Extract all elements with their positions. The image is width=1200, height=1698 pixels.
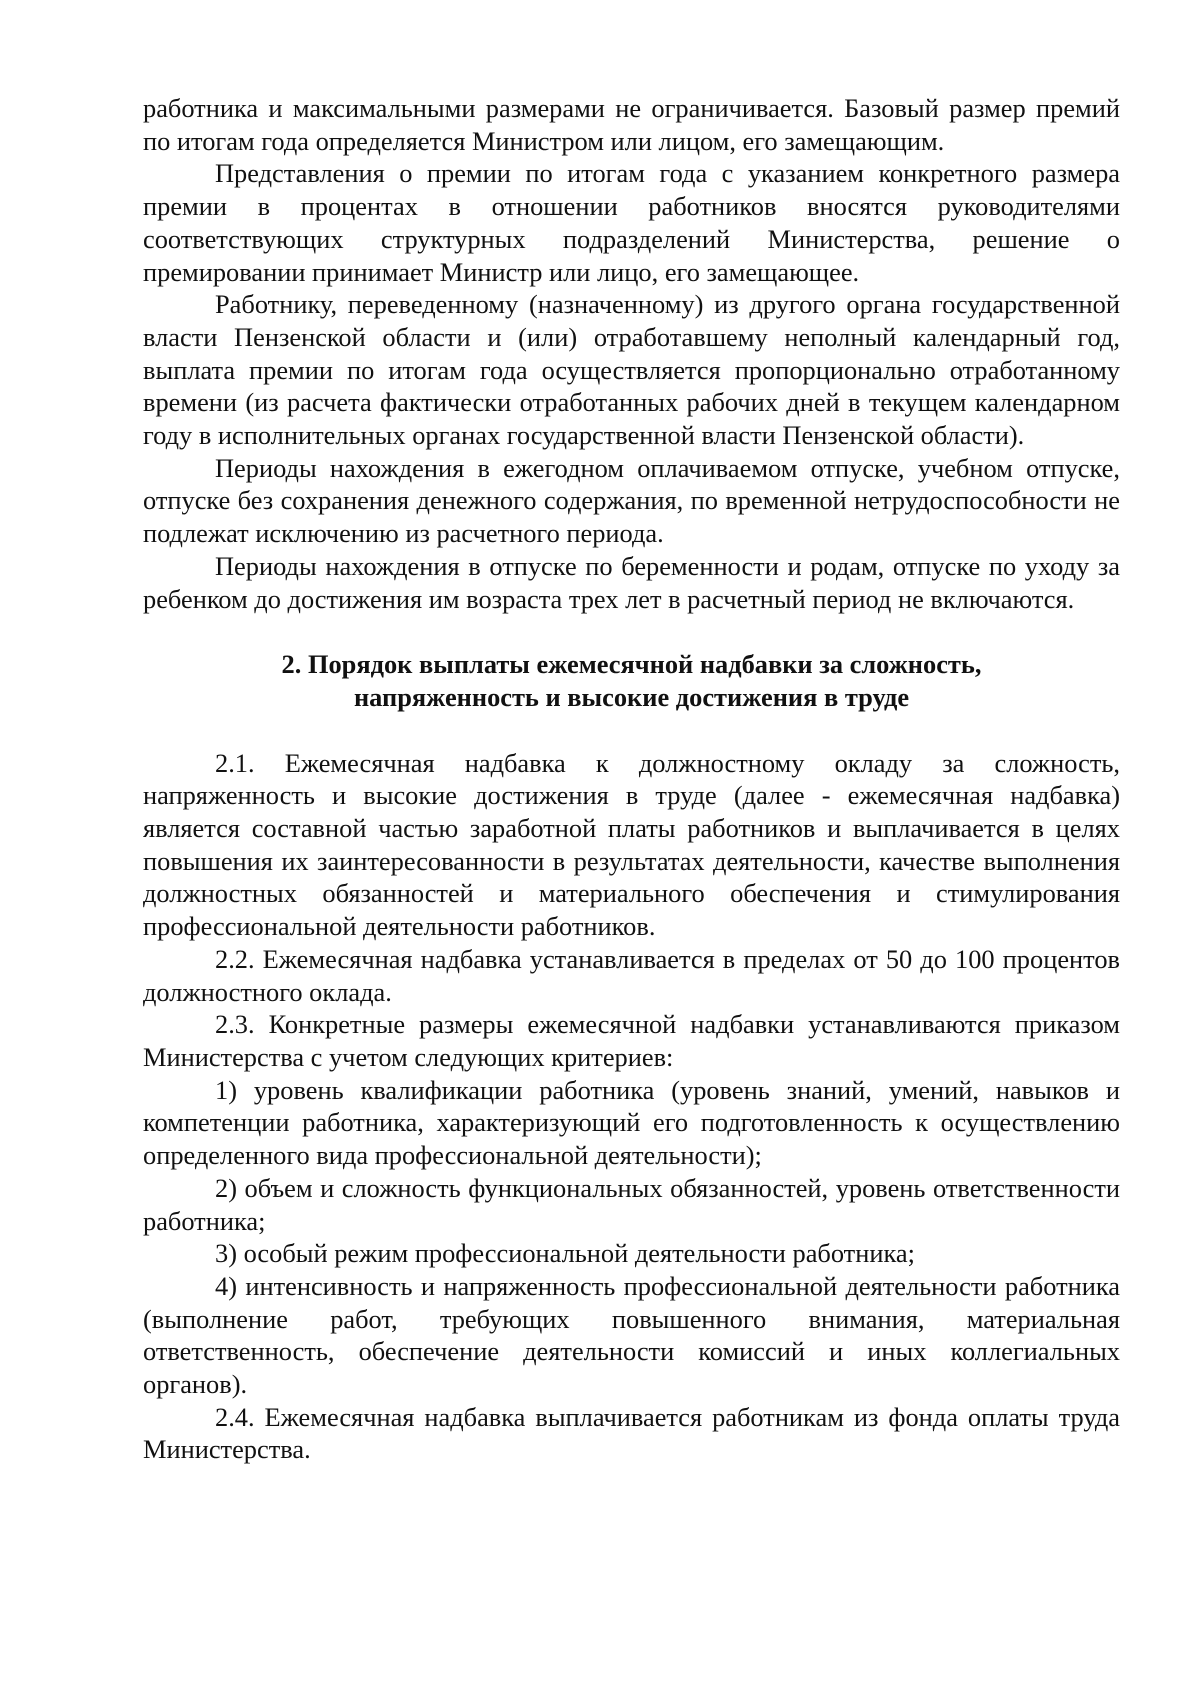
clause-2-3: 2.3. Конкретные размеры ежемесячной надбавки устанавливаются приказом Министерства с учетом следующих критериев: bbox=[143, 1009, 1120, 1072]
paragraph-transferred-employee: Работнику, переведенному (назначенному) из другого органа государственной власти Пензенской области и (или) отработавшему неполный календарный год, выплата премии по итогам года осуществляется пропорционально отработанному времени (из расчета фактически отработанных рабочих дней в текущем календарном году в исполнительных органах государственной власти Пензенской области). bbox=[143, 289, 1120, 451]
clause-2-4: 2.4. Ежемесячная надбавка выплачивается работникам из фонда оплаты труда Министерства. bbox=[143, 1401, 1120, 1465]
section-heading bbox=[143, 648, 1120, 713]
paragraph-leave-periods-included: Периоды нахождения в ежегодном оплачиваемом отпуске, учебном отпуске, отпуске без сохранения денежного содержания, по временной нетрудоспособности не подлежат исключению из расчетного периода. bbox=[143, 452, 1120, 549]
section-heading-line-2: напряженность и высокие достижения в труде bbox=[353, 681, 910, 712]
section-heading-line-1: 2. Порядок выплаты ежемесячной надбавки за сложность, bbox=[281, 649, 982, 680]
clause-2-1: 2.1. Ежемесячная надбавка к должностному окладу за сложность, напряженность и высокие достижения в труде (далее - ежемесячная надбавка) является составной частью заработной платы работников и выплачивается в целях повышения их заинтересованности в результатах деятельности, качестве выполнения должностных обязанностей и материального обеспечения и стимулирования профессиональной деятельности работников. bbox=[143, 747, 1120, 942]
criterion-4: 4) интенсивность и напряженность профессиональной деятельности работника (выполнение работ, требующих повышенного внимания, материальная ответственность, обеспечение деятельности комиссий и иных коллегиальных органов). bbox=[143, 1270, 1120, 1400]
criterion-2: 2) объем и сложность функциональных обязанностей, уровень ответственности работника; bbox=[143, 1172, 1120, 1236]
document-body bbox=[143, 92, 1120, 1466]
clause-2-2: 2.2. Ежемесячная надбавка устанавливается в пределах от 50 до 100 процентов должностного оклада. bbox=[143, 943, 1120, 1007]
paragraph-leave-periods-excluded: Периоды нахождения в отпуске по беременности и родам, отпуске по уходу за ребенком до достижения им возраста трех лет в расчетный период не включаются. bbox=[143, 550, 1120, 614]
criterion-1: 1) уровень квалификации работника (уровень знаний, умений, навыков и компетенции работника, характеризующий его подготовленность к осуществлению определенного вида профессиональной деятельности); bbox=[143, 1074, 1120, 1171]
paragraph-premium-submission: Представления о премии по итогам года с указанием конкретного размера премии в процентах в отношении работников вносятся руководителями соответствующих структурных подразделений Министерства, решение о премировании принимает Министр или лицо, его замещающее. bbox=[143, 158, 1120, 287]
criterion-3: 3) особый режим профессиональной деятельности работника; bbox=[215, 1238, 915, 1269]
paragraph-continuation: работника и максимальными размерами не ограничивается. Базовый размер премий по итогам года определяется Министром или лицом, его замещающим. bbox=[143, 93, 1120, 156]
